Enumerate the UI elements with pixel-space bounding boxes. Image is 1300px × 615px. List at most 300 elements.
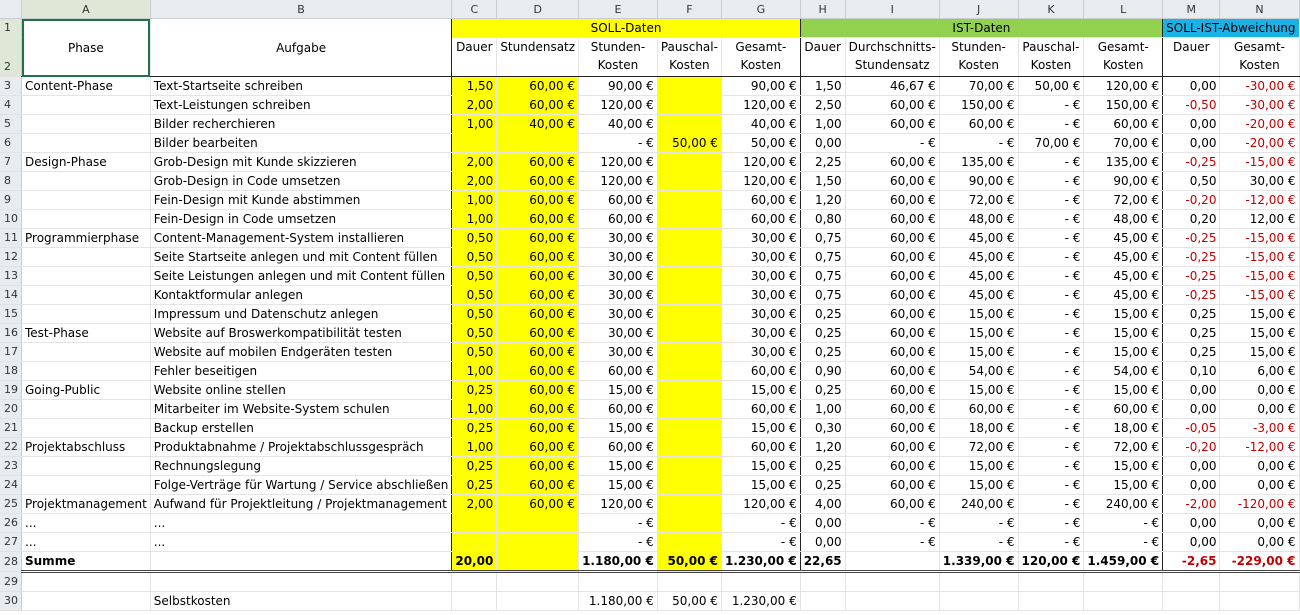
ist-gesamtkosten-cell[interactable]: 15,00 € xyxy=(1084,381,1163,400)
soll-stundensatz-cell[interactable]: 60,00 € xyxy=(497,248,579,267)
empty-cell[interactable] xyxy=(800,572,845,592)
ist-gesamtkosten-cell[interactable]: - € xyxy=(1084,533,1163,552)
ist-durchschnittsstundensatz-cell[interactable]: 60,00 € xyxy=(845,438,939,457)
ist-durchschnittsstundensatz-cell[interactable]: - € xyxy=(845,134,939,153)
row-number[interactable]: 2 xyxy=(0,38,22,77)
summe-soll-pauschalkosten[interactable]: 50,00 € xyxy=(657,552,721,572)
soll-pauschalkosten-cell[interactable] xyxy=(657,305,721,324)
soll-gesamtkosten-cell[interactable]: 30,00 € xyxy=(721,229,800,248)
soll-pauschalkosten-cell[interactable] xyxy=(657,400,721,419)
ist-dauer-cell[interactable]: 0,75 xyxy=(800,229,845,248)
summe-empty-d[interactable] xyxy=(497,552,579,572)
soll-stundenkosten-cell[interactable]: 30,00 € xyxy=(579,229,658,248)
ist-pauschalkosten-cell[interactable]: - € xyxy=(1018,400,1084,419)
ist-stundenkosten-cell[interactable]: - € xyxy=(939,533,1018,552)
soll-stundensatz-cell[interactable]: 60,00 € xyxy=(497,229,579,248)
row-number[interactable]: 23 xyxy=(0,457,22,476)
ist-gesamtkosten-cell[interactable]: 15,00 € xyxy=(1084,324,1163,343)
row-number[interactable]: 21 xyxy=(0,419,22,438)
row-number[interactable]: 22 xyxy=(0,438,22,457)
abw-gesamtkosten-cell[interactable]: 0,00 € xyxy=(1220,400,1299,419)
soll-stundensatz-cell[interactable]: 60,00 € xyxy=(497,495,579,514)
soll-pauschalkosten-cell[interactable] xyxy=(657,343,721,362)
abw-gesamtkosten-cell[interactable]: -20,00 € xyxy=(1220,115,1299,134)
soll-gesamtkosten-cell[interactable]: 15,00 € xyxy=(721,381,800,400)
soll-dauer-header[interactable]: Dauer xyxy=(452,38,497,77)
ist-gesamtkosten-cell[interactable]: 60,00 € xyxy=(1084,400,1163,419)
ist-gesamtkosten-cell[interactable]: 54,00 € xyxy=(1084,362,1163,381)
phase-cell[interactable] xyxy=(22,115,151,134)
ist-stundenkosten-header[interactable]: Stunden- Kosten xyxy=(939,38,1018,77)
soll-dauer-cell[interactable] xyxy=(452,134,497,153)
row-number[interactable]: 15 xyxy=(0,305,22,324)
phase-cell[interactable]: ... xyxy=(22,533,151,552)
abw-gesamtkosten-cell[interactable]: -15,00 € xyxy=(1220,248,1299,267)
phase-cell[interactable]: Content-Phase xyxy=(22,77,151,96)
empty-cell[interactable] xyxy=(1163,572,1220,592)
ist-pauschalkosten-cell[interactable]: - € xyxy=(1018,153,1084,172)
task-cell[interactable]: Mitarbeiter im Website-System schulen xyxy=(150,400,452,419)
soll-gesamtkosten-cell[interactable]: 120,00 € xyxy=(721,495,800,514)
soll-pauschalkosten-cell[interactable] xyxy=(657,514,721,533)
abw-dauer-cell[interactable]: -0,05 xyxy=(1163,419,1220,438)
ist-durchschnittsstundensatz-cell[interactable]: 46,67 € xyxy=(845,77,939,96)
ist-durchschnittsstundensatz-cell[interactable]: 60,00 € xyxy=(845,267,939,286)
ist-dauer-cell[interactable]: 0,00 xyxy=(800,514,845,533)
soll-stundenkosten-cell[interactable]: 60,00 € xyxy=(579,400,658,419)
soll-dauer-cell[interactable]: 0,25 xyxy=(452,457,497,476)
phase-cell[interactable] xyxy=(22,343,151,362)
ist-gesamtkosten-cell[interactable]: 15,00 € xyxy=(1084,457,1163,476)
abw-dauer-cell[interactable]: -0,20 xyxy=(1163,438,1220,457)
abw-dauer-cell[interactable]: 0,00 xyxy=(1163,457,1220,476)
soll-dauer-cell[interactable]: 0,50 xyxy=(452,286,497,305)
soll-dauer-cell[interactable]: 0,50 xyxy=(452,305,497,324)
ist-dauer-cell[interactable]: 0,75 xyxy=(800,286,845,305)
abw-gesamtkosten-cell[interactable]: -20,00 € xyxy=(1220,134,1299,153)
ist-stundenkosten-cell[interactable]: 240,00 € xyxy=(939,495,1018,514)
soll-gesamtkosten-cell[interactable]: 120,00 € xyxy=(721,153,800,172)
ist-pauschalkosten-cell[interactable]: - € xyxy=(1018,343,1084,362)
soll-stundensatz-cell[interactable]: 60,00 € xyxy=(497,438,579,457)
task-cell[interactable]: ... xyxy=(150,533,452,552)
abw-dauer-cell[interactable]: -0,25 xyxy=(1163,286,1220,305)
soll-pauschalkosten-cell[interactable] xyxy=(657,495,721,514)
summe-abw-gesamtkosten[interactable]: -229,00 € xyxy=(1220,552,1299,572)
task-cell[interactable]: Website auf Broswerkompatibilität testen xyxy=(150,324,452,343)
soll-dauer-cell[interactable]: 1,00 xyxy=(452,191,497,210)
abw-dauer-cell[interactable]: 0,00 xyxy=(1163,400,1220,419)
soll-dauer-cell[interactable]: 0,50 xyxy=(452,248,497,267)
task-cell[interactable]: Produktabnahme / Projektabschlussgespräch xyxy=(150,438,452,457)
phase-cell[interactable] xyxy=(22,134,151,153)
phase-cell[interactable]: Test-Phase xyxy=(22,324,151,343)
ist-durchschnittsstundensatz-cell[interactable]: 60,00 € xyxy=(845,172,939,191)
task-cell[interactable]: Website auf mobilen Endgeräten testen xyxy=(150,343,452,362)
soll-dauer-cell[interactable]: 2,00 xyxy=(452,495,497,514)
soll-gesamtkosten-cell[interactable]: 30,00 € xyxy=(721,343,800,362)
soll-dauer-cell[interactable] xyxy=(452,533,497,552)
ist-durchschnittsstundensatz-cell[interactable]: 60,00 € xyxy=(845,229,939,248)
row-number[interactable]: 16 xyxy=(0,324,22,343)
soll-dauer-cell[interactable]: 0,25 xyxy=(452,381,497,400)
soll-stundenkosten-cell[interactable]: - € xyxy=(579,533,658,552)
soll-pauschalkosten-cell[interactable] xyxy=(657,96,721,115)
ist-pauschalkosten-cell[interactable]: - € xyxy=(1018,438,1084,457)
ist-durchschnittsstundensatz-cell[interactable]: 60,00 € xyxy=(845,305,939,324)
task-cell[interactable]: Content-Management-System installieren xyxy=(150,229,452,248)
phase-cell[interactable] xyxy=(22,191,151,210)
soll-stundenkosten-header[interactable]: Stunden- Kosten xyxy=(579,38,658,77)
soll-dauer-cell[interactable]: 2,00 xyxy=(452,172,497,191)
soll-dauer-cell[interactable]: 0,25 xyxy=(452,476,497,495)
empty-cell[interactable] xyxy=(22,592,151,611)
abw-gesamtkosten-cell[interactable]: -12,00 € xyxy=(1220,191,1299,210)
ist-stundenkosten-cell[interactable]: 150,00 € xyxy=(939,96,1018,115)
ist-group-header[interactable]: IST-Daten xyxy=(800,19,1162,38)
phase-cell[interactable] xyxy=(22,362,151,381)
soll-stundenkosten-cell[interactable]: 120,00 € xyxy=(579,495,658,514)
ist-durchschnittsstundensatz-cell[interactable]: 60,00 € xyxy=(845,419,939,438)
soll-pauschalkosten-cell[interactable] xyxy=(657,457,721,476)
row-number[interactable]: 3 xyxy=(0,77,22,96)
ist-gesamtkosten-cell[interactable]: 45,00 € xyxy=(1084,267,1163,286)
task-cell[interactable]: Backup erstellen xyxy=(150,419,452,438)
task-cell[interactable]: Grob-Design in Code umsetzen xyxy=(150,172,452,191)
soll-gesamtkosten-cell[interactable]: 40,00 € xyxy=(721,115,800,134)
ist-pauschalkosten-cell[interactable]: - € xyxy=(1018,419,1084,438)
empty-cell[interactable] xyxy=(1018,592,1084,611)
ist-dauer-cell[interactable]: 1,00 xyxy=(800,400,845,419)
empty-cell[interactable] xyxy=(657,572,721,592)
empty-cell[interactable] xyxy=(721,572,800,592)
soll-dauer-cell[interactable]: 1,00 xyxy=(452,210,497,229)
abw-dauer-cell[interactable]: 0,00 xyxy=(1163,134,1220,153)
soll-pauschalkosten-cell[interactable] xyxy=(657,419,721,438)
abw-gesamtkosten-cell[interactable]: 15,00 € xyxy=(1220,343,1299,362)
ist-stundenkosten-cell[interactable]: 135,00 € xyxy=(939,153,1018,172)
soll-gesamtkosten-cell[interactable]: 60,00 € xyxy=(721,438,800,457)
soll-pauschalkosten-cell[interactable] xyxy=(657,191,721,210)
ist-gesamtkosten-cell[interactable]: 15,00 € xyxy=(1084,476,1163,495)
column-header-k[interactable]: K xyxy=(1018,0,1084,19)
summe-soll-gesamtkosten[interactable]: 1.230,00 € xyxy=(721,552,800,572)
soll-stundenkosten-cell[interactable]: 60,00 € xyxy=(579,210,658,229)
ist-dauer-cell[interactable]: 0,00 xyxy=(800,134,845,153)
ist-stundenkosten-cell[interactable]: 70,00 € xyxy=(939,77,1018,96)
soll-stundenkosten-cell[interactable]: 120,00 € xyxy=(579,153,658,172)
empty-cell[interactable] xyxy=(1220,592,1299,611)
soll-stundensatz-header[interactable]: Stundensatz xyxy=(497,38,579,77)
ist-durchschnittsstundensatz-cell[interactable]: 60,00 € xyxy=(845,191,939,210)
soll-pauschalkosten-cell[interactable] xyxy=(657,153,721,172)
ist-stundenkosten-cell[interactable]: 15,00 € xyxy=(939,457,1018,476)
abw-gesamtkosten-cell[interactable]: -120,00 € xyxy=(1220,495,1299,514)
soll-gesamtkosten-cell[interactable]: 50,00 € xyxy=(721,134,800,153)
soll-dauer-cell[interactable]: 1,00 xyxy=(452,115,497,134)
ist-gesamtkosten-cell[interactable]: 48,00 € xyxy=(1084,210,1163,229)
ist-durchschnittsstundensatz-cell[interactable]: - € xyxy=(845,533,939,552)
abw-dauer-cell[interactable]: -0,50 xyxy=(1163,96,1220,115)
ist-durchschnittsstundensatz-cell[interactable]: 60,00 € xyxy=(845,381,939,400)
ist-stundenkosten-cell[interactable]: 72,00 € xyxy=(939,191,1018,210)
ist-stundenkosten-cell[interactable]: 45,00 € xyxy=(939,229,1018,248)
soll-stundenkosten-cell[interactable]: 30,00 € xyxy=(579,324,658,343)
selbstkosten-pauschalkosten[interactable]: 50,00 € xyxy=(657,592,721,611)
ist-dauer-cell[interactable]: 0,25 xyxy=(800,457,845,476)
abw-gesamtkosten-cell[interactable]: -15,00 € xyxy=(1220,153,1299,172)
phase-cell[interactable]: Going-Public xyxy=(22,381,151,400)
ist-gesamtkosten-cell[interactable]: 15,00 € xyxy=(1084,305,1163,324)
selbstkosten-stundenkosten[interactable]: 1.180,00 € xyxy=(579,592,658,611)
ist-pauschalkosten-cell[interactable]: - € xyxy=(1018,362,1084,381)
task-cell[interactable]: Text-Startseite schreiben xyxy=(150,77,452,96)
select-all-corner[interactable] xyxy=(0,0,22,19)
soll-pauschalkosten-header[interactable]: Pauschal- Kosten xyxy=(657,38,721,77)
ist-gesamtkosten-header[interactable]: Gesamt- Kosten xyxy=(1084,38,1163,77)
soll-stundensatz-cell[interactable]: 60,00 € xyxy=(497,305,579,324)
phase-cell[interactable]: Programmierphase xyxy=(22,229,151,248)
row-number[interactable]: 8 xyxy=(0,172,22,191)
row-number[interactable]: 29 xyxy=(0,572,22,592)
phase-cell[interactable]: Projektmanagement xyxy=(22,495,151,514)
empty-cell[interactable] xyxy=(150,572,452,592)
soll-pauschalkosten-cell[interactable] xyxy=(657,438,721,457)
ist-pauschalkosten-cell[interactable]: - € xyxy=(1018,457,1084,476)
task-cell[interactable]: Bilder bearbeiten xyxy=(150,134,452,153)
abw-gesamtkosten-cell[interactable]: 0,00 € xyxy=(1220,381,1299,400)
task-cell[interactable]: Rechnungslegung xyxy=(150,457,452,476)
task-cell[interactable]: Text-Leistungen schreiben xyxy=(150,96,452,115)
ist-dauer-cell[interactable]: 1,20 xyxy=(800,438,845,457)
soll-gesamtkosten-cell[interactable]: 120,00 € xyxy=(721,172,800,191)
soll-gesamtkosten-cell[interactable]: 60,00 € xyxy=(721,191,800,210)
ist-durchschnittsstundensatz-cell[interactable]: 60,00 € xyxy=(845,362,939,381)
abw-gesamtkosten-header[interactable]: Gesamt- Kosten xyxy=(1220,38,1299,77)
row-number[interactable]: 10 xyxy=(0,210,22,229)
ist-pauschalkosten-cell[interactable]: - € xyxy=(1018,191,1084,210)
ist-stundenkosten-cell[interactable]: 45,00 € xyxy=(939,267,1018,286)
soll-stundensatz-cell[interactable]: 60,00 € xyxy=(497,324,579,343)
soll-stundenkosten-cell[interactable]: 30,00 € xyxy=(579,305,658,324)
soll-gesamtkosten-cell[interactable]: 30,00 € xyxy=(721,248,800,267)
soll-pauschalkosten-cell[interactable] xyxy=(657,267,721,286)
ist-durchschnittsstundensatz-cell[interactable]: 60,00 € xyxy=(845,210,939,229)
ist-gesamtkosten-cell[interactable]: 70,00 € xyxy=(1084,134,1163,153)
soll-stundenkosten-cell[interactable]: 15,00 € xyxy=(579,476,658,495)
ist-stundenkosten-cell[interactable]: 45,00 € xyxy=(939,286,1018,305)
abw-gesamtkosten-cell[interactable]: -30,00 € xyxy=(1220,96,1299,115)
row-number[interactable]: 11 xyxy=(0,229,22,248)
soll-gesamtkosten-cell[interactable]: 30,00 € xyxy=(721,267,800,286)
soll-stundenkosten-cell[interactable]: 120,00 € xyxy=(579,172,658,191)
soll-dauer-cell[interactable] xyxy=(452,514,497,533)
phase-cell[interactable] xyxy=(22,400,151,419)
empty-cell[interactable] xyxy=(22,572,151,592)
summe-empty-b[interactable] xyxy=(150,552,452,572)
ist-pauschalkosten-cell[interactable]: - € xyxy=(1018,514,1084,533)
phase-cell[interactable] xyxy=(22,172,151,191)
ist-dauer-cell[interactable]: 0,25 xyxy=(800,343,845,362)
ist-durchschnittsstundensatz-cell[interactable]: 60,00 € xyxy=(845,457,939,476)
task-cell[interactable]: Seite Startseite anlegen und mit Content füllen xyxy=(150,248,452,267)
empty-cell[interactable] xyxy=(497,592,579,611)
row-number[interactable]: 26 xyxy=(0,514,22,533)
phase-cell[interactable]: Projektabschluss xyxy=(22,438,151,457)
soll-gesamtkosten-header[interactable]: Gesamt- Kosten xyxy=(721,38,800,77)
abw-dauer-cell[interactable]: -0,25 xyxy=(1163,267,1220,286)
empty-cell[interactable] xyxy=(1018,572,1084,592)
ist-gesamtkosten-cell[interactable]: 120,00 € xyxy=(1084,77,1163,96)
ist-pauschalkosten-cell[interactable]: - € xyxy=(1018,248,1084,267)
ist-dauer-header[interactable]: Dauer xyxy=(800,38,845,77)
task-cell[interactable]: Fein-Design mit Kunde abstimmen xyxy=(150,191,452,210)
ist-gesamtkosten-cell[interactable]: 45,00 € xyxy=(1084,229,1163,248)
ist-stundenkosten-cell[interactable]: 60,00 € xyxy=(939,115,1018,134)
ist-gesamtkosten-cell[interactable]: 90,00 € xyxy=(1084,172,1163,191)
ist-gesamtkosten-cell[interactable]: 240,00 € xyxy=(1084,495,1163,514)
soll-stundenkosten-cell[interactable]: 30,00 € xyxy=(579,343,658,362)
row-number[interactable]: 7 xyxy=(0,153,22,172)
abw-gesamtkosten-cell[interactable]: 0,00 € xyxy=(1220,457,1299,476)
soll-stundensatz-cell[interactable]: 60,00 € xyxy=(497,172,579,191)
row-number[interactable]: 20 xyxy=(0,400,22,419)
task-cell[interactable]: Grob-Design mit Kunde skizzieren xyxy=(150,153,452,172)
soll-group-header[interactable]: SOLL-Daten xyxy=(452,19,800,38)
summe-ist-gesamtkosten[interactable]: 1.459,00 € xyxy=(1084,552,1163,572)
empty-cell[interactable] xyxy=(1220,572,1299,592)
soll-stundensatz-cell[interactable] xyxy=(497,514,579,533)
abw-dauer-cell[interactable]: 0,00 xyxy=(1163,115,1220,134)
row-number[interactable]: 28 xyxy=(0,552,22,572)
row-number[interactable]: 14 xyxy=(0,286,22,305)
ist-dauer-cell[interactable]: 0,25 xyxy=(800,305,845,324)
ist-stundenkosten-cell[interactable]: 15,00 € xyxy=(939,305,1018,324)
ist-pauschalkosten-cell[interactable]: - € xyxy=(1018,229,1084,248)
empty-cell[interactable] xyxy=(1084,592,1163,611)
abw-dauer-cell[interactable]: 0,25 xyxy=(1163,324,1220,343)
abw-dauer-cell[interactable]: -0,25 xyxy=(1163,229,1220,248)
selbstkosten-label[interactable]: Selbstkosten xyxy=(150,592,452,611)
soll-stundenkosten-cell[interactable]: 40,00 € xyxy=(579,115,658,134)
abw-gesamtkosten-cell[interactable]: 6,00 € xyxy=(1220,362,1299,381)
summe-label[interactable]: Summe xyxy=(22,552,151,572)
row-number[interactable]: 24 xyxy=(0,476,22,495)
ist-durchschnittsstundensatz-cell[interactable]: 60,00 € xyxy=(845,96,939,115)
row-number[interactable]: 19 xyxy=(0,381,22,400)
soll-stundenkosten-cell[interactable]: 90,00 € xyxy=(579,77,658,96)
soll-gesamtkosten-cell[interactable]: 120,00 € xyxy=(721,96,800,115)
summe-ist-pauschalkosten[interactable]: 120,00 € xyxy=(1018,552,1084,572)
abw-dauer-cell[interactable]: 0,00 xyxy=(1163,476,1220,495)
empty-cell[interactable] xyxy=(497,572,579,592)
ist-stundenkosten-cell[interactable]: 18,00 € xyxy=(939,419,1018,438)
row-number[interactable]: 27 xyxy=(0,533,22,552)
empty-cell[interactable] xyxy=(579,572,658,592)
phase-header[interactable]: Phase xyxy=(22,19,151,77)
task-cell[interactable]: Kontaktformular anlegen xyxy=(150,286,452,305)
abw-gesamtkosten-cell[interactable]: -12,00 € xyxy=(1220,438,1299,457)
ist-durchschnittsstundensatz-cell[interactable]: 60,00 € xyxy=(845,248,939,267)
ist-stundenkosten-cell[interactable]: - € xyxy=(939,134,1018,153)
ist-dauer-cell[interactable]: 0,80 xyxy=(800,210,845,229)
soll-stundenkosten-cell[interactable]: 15,00 € xyxy=(579,419,658,438)
soll-stundenkosten-cell[interactable]: 30,00 € xyxy=(579,248,658,267)
soll-pauschalkosten-cell[interactable] xyxy=(657,324,721,343)
abw-dauer-cell[interactable]: 0,00 xyxy=(1163,533,1220,552)
soll-gesamtkosten-cell[interactable]: 15,00 € xyxy=(721,476,800,495)
ist-dauer-cell[interactable]: 4,00 xyxy=(800,495,845,514)
soll-stundensatz-cell[interactable]: 60,00 € xyxy=(497,153,579,172)
ist-stundenkosten-cell[interactable]: 15,00 € xyxy=(939,476,1018,495)
phase-cell[interactable]: ... xyxy=(22,514,151,533)
column-header-g[interactable]: G xyxy=(721,0,800,19)
empty-cell[interactable] xyxy=(939,592,1018,611)
soll-stundensatz-cell[interactable]: 60,00 € xyxy=(497,457,579,476)
soll-stundenkosten-cell[interactable]: - € xyxy=(579,514,658,533)
empty-cell[interactable] xyxy=(845,592,939,611)
column-header-n[interactable]: N xyxy=(1220,0,1299,19)
phase-cell[interactable] xyxy=(22,476,151,495)
ist-pauschalkosten-cell[interactable]: - € xyxy=(1018,305,1084,324)
ist-dauer-cell[interactable]: 0,00 xyxy=(800,533,845,552)
row-number[interactable]: 1 xyxy=(0,19,22,38)
ist-gesamtkosten-cell[interactable]: 135,00 € xyxy=(1084,153,1163,172)
soll-stundensatz-cell[interactable]: 40,00 € xyxy=(497,115,579,134)
abweichung-group-header[interactable]: SOLL-IST-Abweichung xyxy=(1163,19,1299,38)
abw-dauer-cell[interactable]: 0,25 xyxy=(1163,343,1220,362)
row-number[interactable]: 13 xyxy=(0,267,22,286)
abw-dauer-cell[interactable]: -0,20 xyxy=(1163,191,1220,210)
soll-pauschalkosten-cell[interactable] xyxy=(657,381,721,400)
ist-gesamtkosten-cell[interactable]: 18,00 € xyxy=(1084,419,1163,438)
abw-gesamtkosten-cell[interactable]: 0,00 € xyxy=(1220,533,1299,552)
abw-dauer-cell[interactable]: 0,00 xyxy=(1163,381,1220,400)
soll-gesamtkosten-cell[interactable]: 30,00 € xyxy=(721,305,800,324)
empty-cell[interactable] xyxy=(845,572,939,592)
empty-cell[interactable] xyxy=(800,592,845,611)
soll-pauschalkosten-cell[interactable] xyxy=(657,77,721,96)
ist-pauschalkosten-cell[interactable]: 50,00 € xyxy=(1018,77,1084,96)
soll-dauer-cell[interactable]: 2,00 xyxy=(452,96,497,115)
phase-cell[interactable] xyxy=(22,305,151,324)
soll-dauer-cell[interactable]: 0,50 xyxy=(452,324,497,343)
summe-soll-stundenkosten[interactable]: 1.180,00 € xyxy=(579,552,658,572)
column-header-i[interactable]: I xyxy=(845,0,939,19)
aufgabe-header[interactable]: Aufgabe xyxy=(150,19,452,77)
ist-gesamtkosten-cell[interactable]: 72,00 € xyxy=(1084,438,1163,457)
soll-stundenkosten-cell[interactable]: 60,00 € xyxy=(579,362,658,381)
abw-gesamtkosten-cell[interactable]: 15,00 € xyxy=(1220,324,1299,343)
abw-gesamtkosten-cell[interactable]: -30,00 € xyxy=(1220,77,1299,96)
abw-dauer-cell[interactable]: -0,25 xyxy=(1163,153,1220,172)
soll-dauer-cell[interactable]: 0,50 xyxy=(452,229,497,248)
task-cell[interactable]: Folge-Verträge für Wartung / Service abschließen xyxy=(150,476,452,495)
soll-stundensatz-cell[interactable]: 60,00 € xyxy=(497,191,579,210)
row-number[interactable]: 30 xyxy=(0,592,22,611)
soll-stundenkosten-cell[interactable]: 15,00 € xyxy=(579,381,658,400)
summe-empty-i[interactable] xyxy=(845,552,939,572)
soll-gesamtkosten-cell[interactable]: 60,00 € xyxy=(721,210,800,229)
abw-gesamtkosten-cell[interactable]: 12,00 € xyxy=(1220,210,1299,229)
soll-stundenkosten-cell[interactable]: 60,00 € xyxy=(579,191,658,210)
task-cell[interactable]: Fehler beseitigen xyxy=(150,362,452,381)
row-number[interactable]: 12 xyxy=(0,248,22,267)
abw-dauer-header[interactable]: Dauer xyxy=(1163,38,1220,77)
empty-cell[interactable] xyxy=(1084,572,1163,592)
soll-gesamtkosten-cell[interactable]: 60,00 € xyxy=(721,362,800,381)
soll-pauschalkosten-cell[interactable] xyxy=(657,476,721,495)
